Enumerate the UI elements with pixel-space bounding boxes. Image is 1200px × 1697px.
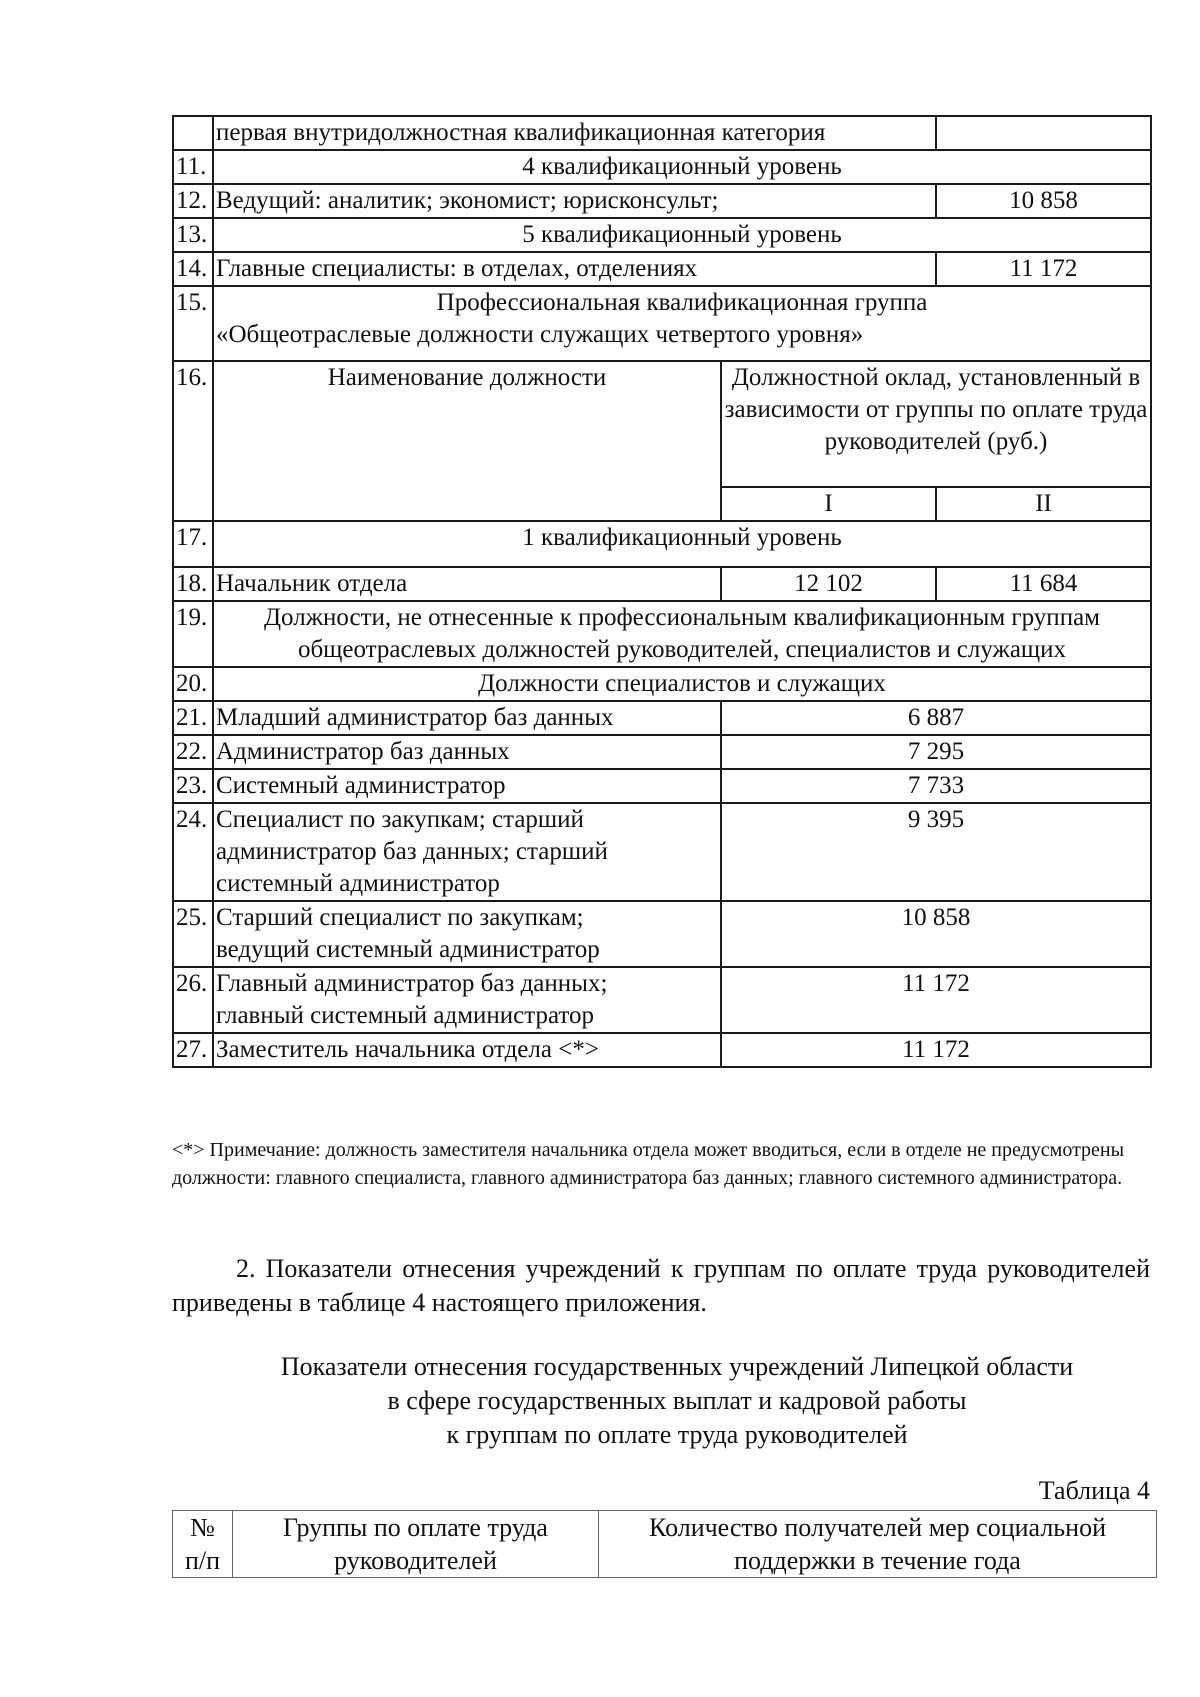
row-number: 24. bbox=[173, 803, 213, 901]
position-name: Администратор баз данных bbox=[213, 735, 721, 769]
row-number: 19. bbox=[173, 601, 213, 667]
row-number: 26. bbox=[173, 967, 213, 1033]
title-line: к группам по оплате труда руководителей bbox=[446, 1420, 908, 1449]
salary-value: 6 887 bbox=[721, 701, 1151, 735]
table-row bbox=[173, 150, 1151, 184]
group-heading-line1: Профессиональная квалификационная группа bbox=[436, 289, 928, 316]
salary-value: 7 295 bbox=[721, 735, 1151, 769]
salary-value: 10 858 bbox=[936, 184, 1151, 218]
table-row bbox=[173, 567, 1151, 601]
table-row bbox=[173, 901, 1151, 967]
level-heading: 5 квалификационный уровень bbox=[213, 218, 1151, 252]
position-name: Главные специалисты: в отделах, отделениях bbox=[213, 252, 936, 286]
row-number: 21. bbox=[173, 701, 213, 735]
title-line: Показатели отнесения государственных учреждений Липецкой области bbox=[280, 1352, 1074, 1381]
table-row bbox=[173, 286, 1151, 361]
row-number: 22. bbox=[173, 735, 213, 769]
table-row bbox=[173, 1033, 1151, 1067]
position-name: Начальник отдела bbox=[213, 567, 721, 601]
row-number: 14. bbox=[173, 252, 213, 286]
row-number: 17. bbox=[173, 521, 213, 567]
salary-value-i: 12 102 bbox=[721, 567, 936, 601]
table-row bbox=[173, 116, 1151, 150]
number-header-line2: п/п bbox=[184, 1546, 221, 1575]
table-label: Таблица 4 bbox=[1038, 1476, 1150, 1505]
level-heading: 4 квалификационный уровень bbox=[213, 150, 1151, 184]
table-row bbox=[173, 667, 1151, 701]
table-row bbox=[173, 252, 1151, 286]
row-number: 11. bbox=[173, 150, 213, 184]
row-number: 20. bbox=[173, 667, 213, 701]
position-name: Системный администратор bbox=[213, 769, 721, 803]
salary-table bbox=[172, 115, 1152, 1068]
position-column-header: Наименование должности bbox=[213, 361, 721, 521]
section-heading: Должности, не отнесенные к профессиональным квалификационным группам общеотраслевых должностей руководителей, специалистов и служащих bbox=[213, 601, 1151, 667]
recipients-column-header: Количество получателей мер социальной поддержки в течение года bbox=[599, 1511, 1157, 1578]
row-number: 12. bbox=[173, 184, 213, 218]
position-name: Младший администратор баз данных bbox=[213, 701, 721, 735]
salary-value: 11 172 bbox=[721, 1033, 1151, 1067]
row-number: 27. bbox=[173, 1033, 213, 1067]
salary-value: 11 172 bbox=[936, 252, 1151, 286]
row-number: 23. bbox=[173, 769, 213, 803]
position-name: первая внутридолжностная квалификационная категория bbox=[213, 116, 936, 150]
title-line: в сфере государственных выплат и кадровой работы bbox=[387, 1386, 967, 1415]
row-number: 15. bbox=[173, 286, 213, 361]
table-row bbox=[173, 735, 1151, 769]
paragraph-text: 2. Показатели отнесения учреждений к группам по оплате труда руководителей приведены в таблице 4 настоящего приложения. bbox=[172, 1254, 1150, 1317]
row-number: 16. bbox=[173, 361, 213, 521]
section-title bbox=[172, 1350, 1182, 1452]
salary-value bbox=[936, 116, 1151, 150]
row-number: 18. bbox=[173, 567, 213, 601]
row-number: 13. bbox=[173, 218, 213, 252]
position-name: Заместитель начальника отдела <*> bbox=[213, 1033, 721, 1067]
table-row bbox=[173, 601, 1151, 667]
group-column-i: I bbox=[721, 487, 936, 521]
group-heading-line2: «Общеотраслевые должности служащих четвертого уровня» bbox=[216, 321, 864, 348]
position-name: Ведущий: аналитик; экономист; юрисконсульт; bbox=[213, 184, 936, 218]
position-name: Специалист по закупкам; старший администратор баз данных; старший системный администратор bbox=[213, 803, 721, 901]
salary-value-ii: 11 684 bbox=[936, 567, 1151, 601]
level-heading: 1 квалификационный уровень bbox=[213, 521, 1151, 567]
table-row bbox=[173, 521, 1151, 567]
table-header-row bbox=[173, 1511, 1157, 1578]
position-name: Старший специалист по закупкам; ведущий системный администратор bbox=[213, 901, 721, 967]
table-row bbox=[173, 769, 1151, 803]
salary-value: 9 395 bbox=[721, 803, 1151, 901]
table-row bbox=[173, 967, 1151, 1033]
section-heading: Должности специалистов и служащих bbox=[213, 667, 1151, 701]
salary-column-header: Должностной оклад, установленный в зависимости от группы по оплате труда руководителей (руб.) bbox=[721, 361, 1151, 487]
row-number bbox=[173, 116, 213, 150]
table-row bbox=[173, 218, 1151, 252]
table-header-row bbox=[173, 361, 1151, 487]
salary-value: 11 172 bbox=[721, 967, 1151, 1033]
number-header-line1: № bbox=[190, 1513, 215, 1542]
number-column-header bbox=[173, 1511, 233, 1578]
table-row bbox=[173, 701, 1151, 735]
table-row bbox=[173, 184, 1151, 218]
footnote: <*> Примечание: должность заместителя начальника отдела может вводиться, если в отделе не предусмотрены должности: главного специалиста, главного администратора баз данных; главного системного администратора. bbox=[172, 1139, 1125, 1189]
groups-column-header: Группы по оплате труда руководителей bbox=[233, 1511, 599, 1578]
salary-value: 7 733 bbox=[721, 769, 1151, 803]
row-number: 25. bbox=[173, 901, 213, 967]
paragraph bbox=[172, 1252, 1150, 1320]
groups-table bbox=[172, 1510, 1157, 1578]
table-row bbox=[173, 803, 1151, 901]
salary-value: 10 858 bbox=[721, 901, 1151, 967]
position-name: Главный администратор баз данных; главный системный администратор bbox=[213, 967, 721, 1033]
group-column-ii: II bbox=[936, 487, 1151, 521]
group-heading bbox=[213, 286, 1151, 361]
